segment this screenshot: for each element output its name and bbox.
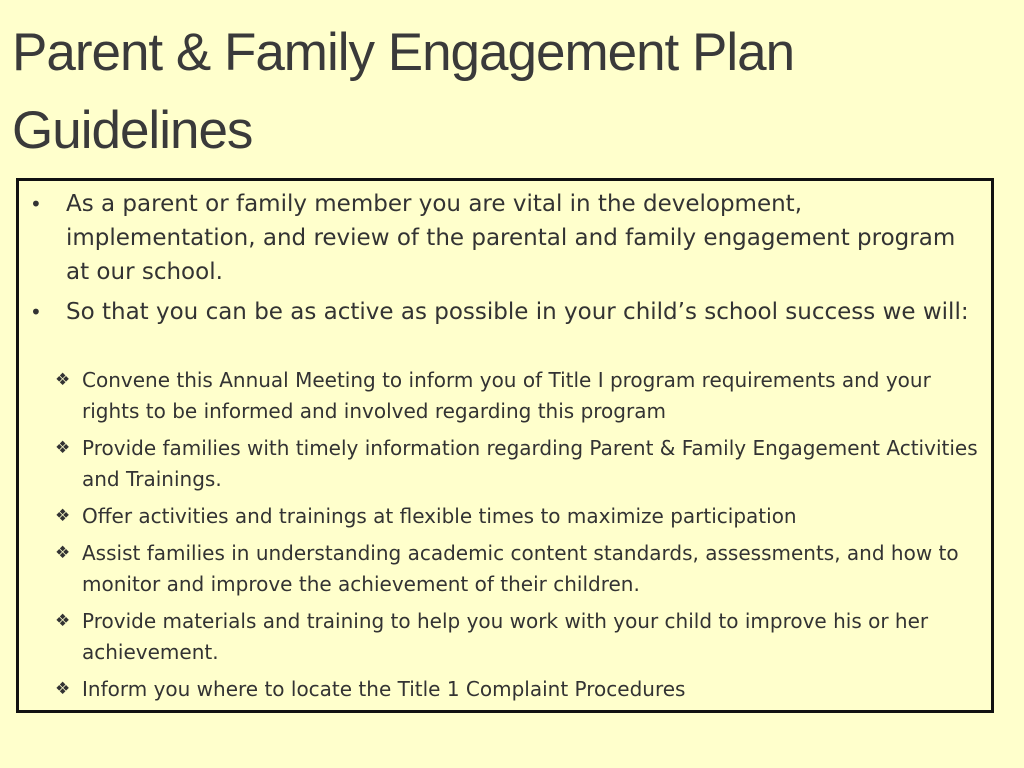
sub-bullet-item [19,606,991,668]
bullet-text: So that you can be as active as possible in your child’s school success we will: [66,299,969,325]
slide-title: Parent & Family Engagement Plan Guidelines [12,23,795,160]
bullet-list [19,187,991,335]
content-box [16,178,994,713]
sub-bullet-text: Convene this Annual Meeting to inform you of Title I program requirements and your rights to be informed and involved regarding this program [82,368,931,423]
sub-bullet-item [19,433,991,495]
sub-bullet-item [19,501,991,532]
four-diamond-icon: ❖ [55,611,71,631]
sub-bullet-text: Assist families in understanding academic content standards, assessments, and how to monitor and improve the achievement of their children. [82,541,959,596]
sub-bullet-text: Offer activities and trainings at flexible times to maximize participation [82,504,797,528]
four-diamond-icon: ❖ [55,370,71,390]
bullet-item [19,295,991,329]
sub-bullet-text: Provide families with timely information regarding Parent & Family Engagement Activities and Trainings. [82,436,978,491]
sub-bullet-item [19,674,991,705]
four-diamond-icon: ❖ [55,679,71,699]
bullet-dot-icon: • [30,192,42,216]
sub-bullet-text: Provide materials and training to help you work with your child to improve his or her achievement. [82,609,929,664]
sub-bullet-list [19,365,991,711]
four-diamond-icon: ❖ [55,543,71,563]
sub-bullet-item [19,538,991,600]
bullet-text: As a parent or family member you are vital in the development, implementation, and review of the parental and family engagement program at our school. [66,191,956,285]
four-diamond-icon: ❖ [55,438,71,458]
sub-bullet-text: Inform you where to locate the Title 1 Complaint Procedures [82,677,686,701]
sub-bullet-item [19,365,991,427]
four-diamond-icon: ❖ [55,506,71,526]
bullet-dot-icon: • [30,300,42,324]
bullet-item [19,187,991,289]
